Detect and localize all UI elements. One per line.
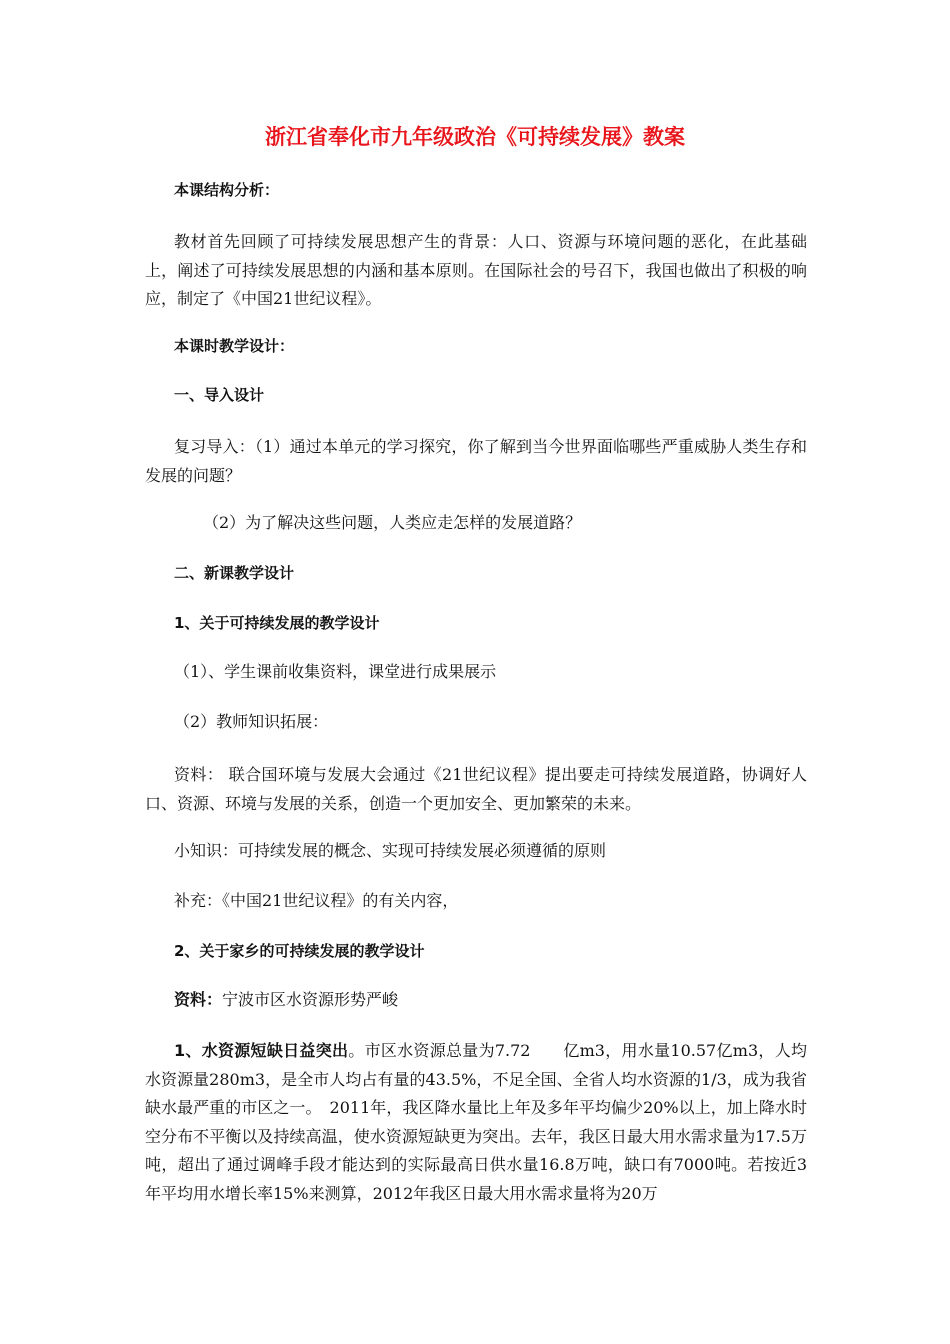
section-heading-structure: 本课结构分析： [174,181,280,199]
paragraph-question-2: （2）为了解决这些问题，人类应走怎样的发展道路？ [203,513,582,532]
paragraph-supplement: 补充：《中国21世纪议程》的有关内容， [174,891,459,910]
paragraph-knowledge: 小知识：可持续发展的概念、实现可持续发展必须遵循的原则 [174,841,607,860]
material-2-label: 资料： [174,990,223,1009]
section-heading-design: 本课时教学设计： [174,337,295,355]
water-shortage-text: 。市区水资源总量为7.72 亿m3，用水量10.57亿m3，人均水资源量280m3，是全市人均占有量的43.5%，不足全国、全省人均水资源的1/3，成为我省缺水最严重的市区之一。 2011年，我区降水量比上年及多年平均偏少20%以上，加上降水时空分布不平衡以及持续高温，使水资源短缺更为突出。去年，我区日最大用水需求量为17.5万吨，超出了通过调峰手段才能达到的实际最高日供水量16.8万吨，缺口有7000吨。若按近3年平均用水增长率15%来测算，2012年我区日最大用水需求量将为20万 [145,1041,807,1203]
heading-sub-2: 2、关于家乡的可持续发展的教学设计 [174,942,425,960]
paragraph-structure: 教材首先回顾了可持续发展思想产生的背景：人口、资源与环境问题的恶化，在此基础上，阐述了可持续发展思想的内涵和基本原则。在国际社会的号召下，我国也做出了积极的响应，制定了《中国21世纪议程》。 [145,232,807,309]
material-2-line [174,990,398,1010]
list-item-2: （2）教师知识拓展： [174,712,329,731]
paragraph-water-shortage [145,1037,807,1209]
heading-new-lesson: 二、新课教学设计 [174,564,295,582]
list-item-1: （1）、学生课前收集资料，课堂进行成果展示 [174,662,497,681]
material-2-text: 宁波市区水资源形势严峻 [222,990,399,1009]
heading-sub-1: 1、关于可持续发展的教学设计 [174,614,380,632]
paragraph-review: 复习导入：（1）通过本单元的学习探究，你了解到当今世界面临哪些严重威胁人类生存和发展的问题？ [145,437,807,485]
paragraph-material: 资料： 联合国环境与发展大会通过《21世纪议程》提出要走可持续发展道路，协调好人口、资源、环境与发展的关系，创造一个更加安全、更加繁荣的未来。 [145,765,807,813]
document-title: 浙江省奉化市九年级政治《可持续发展》教案 [265,125,685,149]
heading-intro-design: 一、导入设计 [174,386,265,404]
water-shortage-label: 1、水资源短缺日益突出 [174,1041,349,1060]
